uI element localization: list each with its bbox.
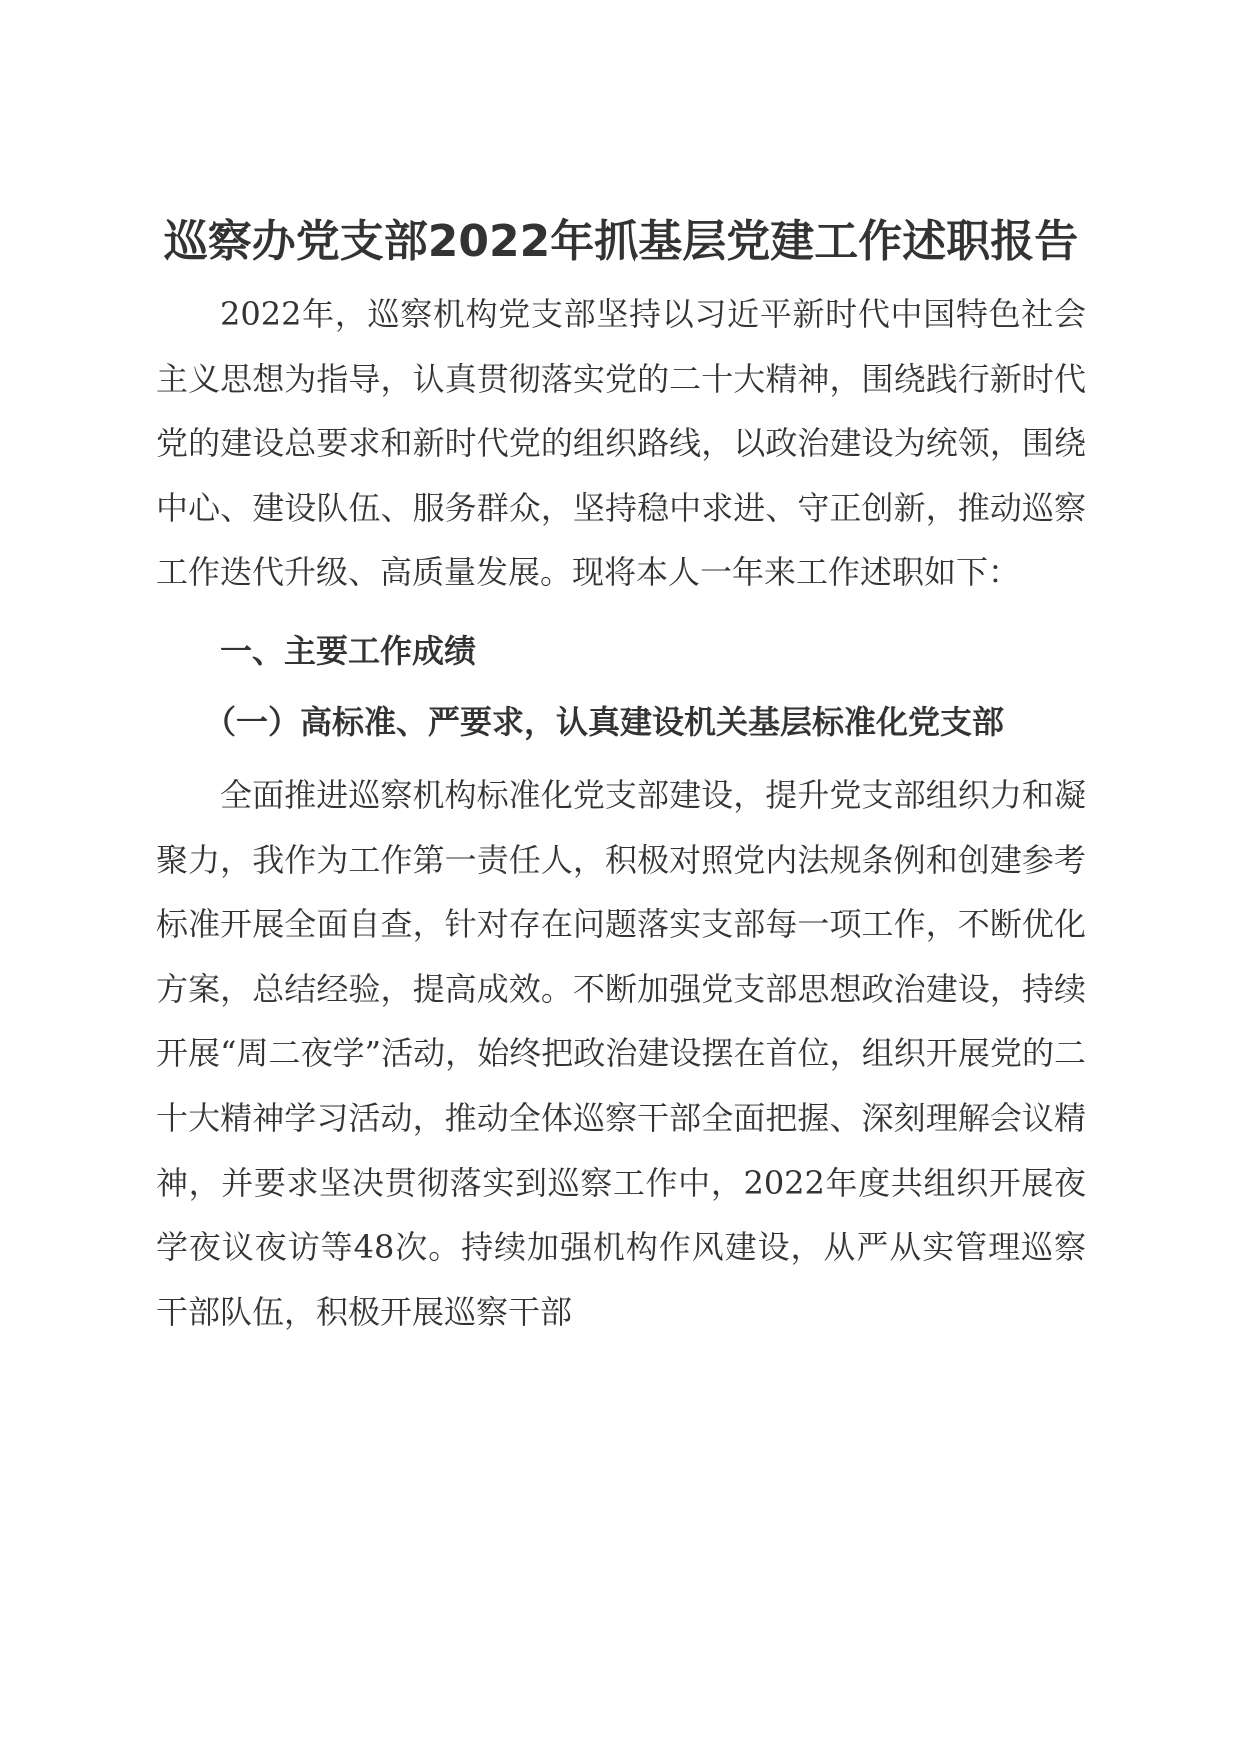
section-heading: 一、主要工作成绩 bbox=[220, 631, 477, 670]
document-title: 巡察办党支部2022年抓基层党建工作述职报告 bbox=[163, 216, 1079, 267]
intro-paragraph: 2022年，巡察机构党支部坚持以习近平新时代中国特色社会主义思想为指导，认真贯彻落实党的二十大精神，围绕践行新时代党的建设总要求和新时代党的组织路线，以政治建设为统领，围绕中心、建设队伍、服务群众，坚持稳中求进、守正创新，推动巡察工作迭代升级、高质量发展。现将本人一年来工作述职如下： bbox=[156, 295, 1086, 592]
subsection-heading: （一）高标准、严要求，认真建设机关基层标准化党支部 bbox=[204, 702, 1005, 741]
document-body bbox=[156, 212, 1086, 1344]
body-paragraph: 全面推进巡察机构标准化党支部建设，提升党支部组织力和凝聚力，我作为工作第一责任人，积极对照党内法规条例和创建参考标准开展全面自查，针对存在问题落实支部每一项工作，不断优化方案，总结经验，提高成效。不断加强党支部思想政治建设，持续开展“周二夜学”活动，始终把政治建设摆在首位，组织开展党的二十大精神学习活动，推动全体巡察干部全面把握、深刻理解会议精神，并要求坚决贯彻落实到巡察工作中，2022年度共组织开展夜学夜议夜访等48次。持续加强机构作风建设，从严从实管理巡察干部队伍，积极开展巡察干部 bbox=[156, 775, 1086, 1331]
